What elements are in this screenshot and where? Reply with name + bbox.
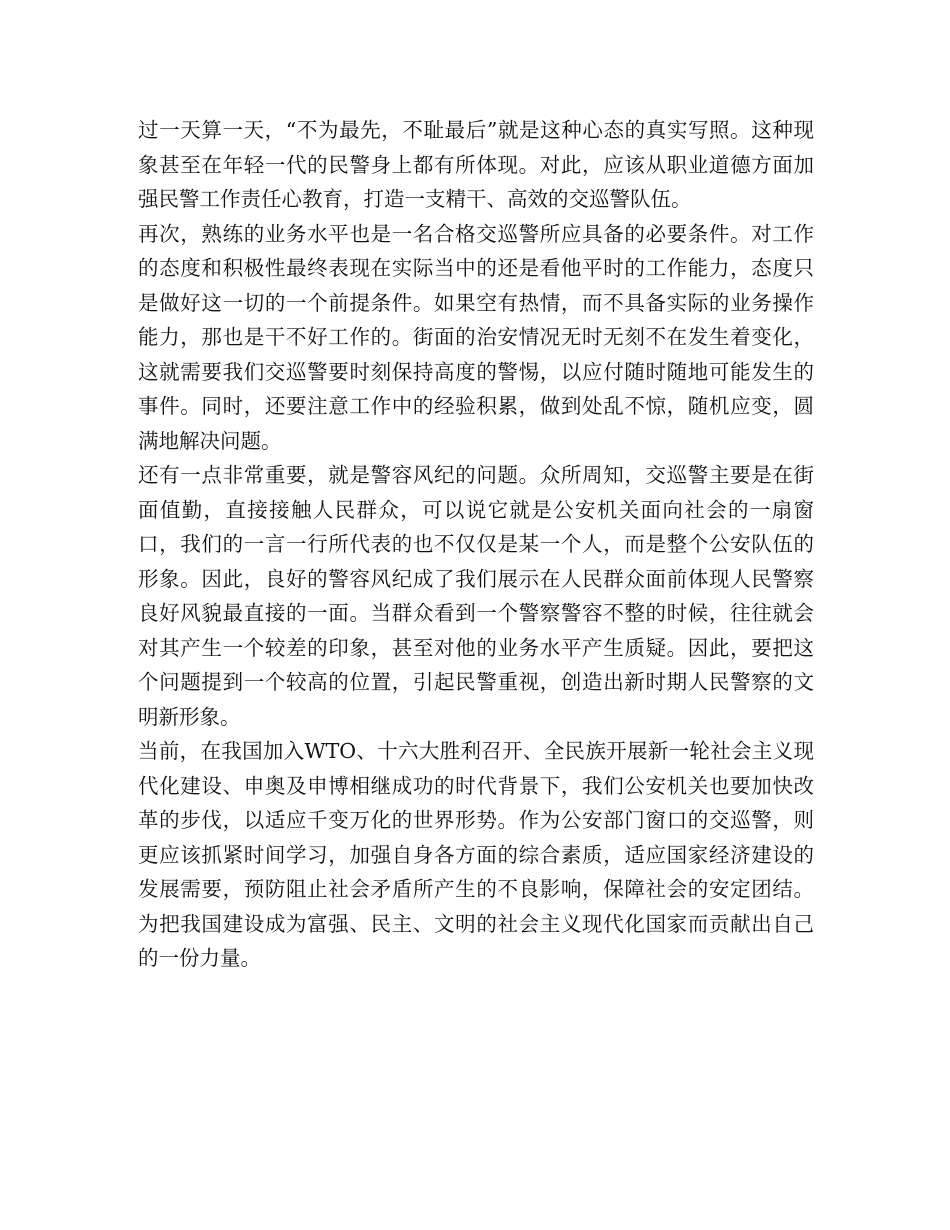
document-body [138, 113, 814, 976]
paragraph-4: 当前，在我国加入WTO、十六大胜利召开、全民族开展新一轮社会主义现代化建设、申奥及申博相继成功的时代背景下，我们公安机关也要加快改革的步伐，以适应千变万化的世界形势。作为公安部门窗口的交巡警，则更应该抓紧时间学习，加强自身各方面的综合素质，适应国家经济建设的发展需要，预防阻止社会矛盾所产生的不良影响，保障社会的安定团结。为把我国建设成为富强、民主、文明的社会主义现代化国家而贡献出自己的一份力量。 [138, 739, 814, 970]
paragraph-3: 还有一点非常重要，就是警容风纪的问题。众所周知，交巡警主要是在街面值勤，直接接触人民群众，可以说它就是公安机关面向社会的一扇窗口，我们的一言一行所代表的也不仅仅是某一个人，而是整个公安队伍的形象。因此，良好的警容风纪成了我们展示在人民群众面前体现人民警察良好风貌最直接的一面。当群众看到一个警察警容不整的时候，往往就会对其产生一个较差的印象，甚至对他的业务水平产生质疑。因此，要把这个问题提到一个较高的位置，引起民警重视，创造出新时期人民警察的文明新形象。 [138, 463, 814, 729]
paragraph-2: 再次，熟练的业务水平也是一名合格交巡警所应具备的必要条件。对工作的态度和积极性最终表现在实际当中的还是看他平时的工作能力，态度只是做好这一切的一个前提条件。如果空有热情，而不具备实际的业务操作能力，那也是干不好工作的。街面的治安情况无时无刻不在发生着变化，这就需要我们交巡警要时刻保持高度的警惕，以应付随时随地可能发生的事件。同时，还要注意工作中的经验积累，做到处乱不惊，随机应变，圆满地解决问题。 [138, 221, 814, 453]
paragraph-1: 过一天算一天，“不为最先，不耻最后”就是这种心态的真实写照。这种现象甚至在年轻一代的民警身上都有所体现。对此，应该从职业道德方面加强民警工作责任心教育，打造一支精干、高效的交巡警队伍。 [138, 118, 814, 211]
